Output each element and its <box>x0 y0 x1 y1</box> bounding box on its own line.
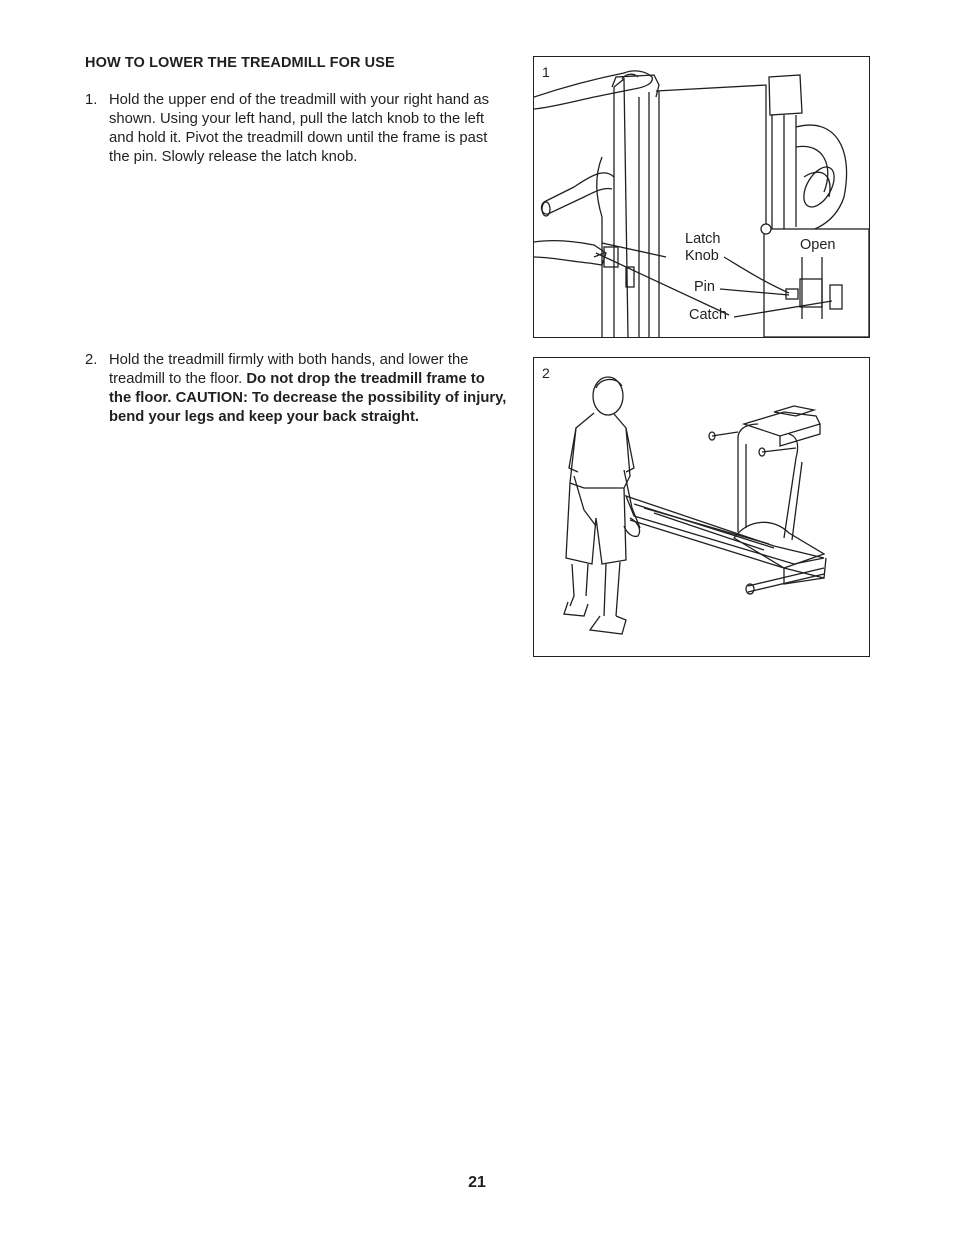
figure-1 <box>533 56 870 338</box>
callout-latch: Latch <box>685 231 721 247</box>
page-number: 21 <box>468 1174 486 1191</box>
callout-pin: Pin <box>694 279 715 295</box>
callout-knob: Knob <box>685 248 719 264</box>
figure-number: 1 <box>542 64 550 80</box>
callout-open: Open <box>800 237 836 253</box>
figure-number: 2 <box>542 365 550 381</box>
callout-catch: Catch <box>689 307 727 323</box>
step-number: 1. <box>85 92 98 108</box>
step-text: Hold the treadmill firmly with both hands, and lower the treadmill to the floor. <box>109 352 469 387</box>
step-warning-text: Do not drop the treadmill frame to the floor. CAUTION: To decrease the possibility of injury, bend your legs and keep your back straight. <box>109 371 507 425</box>
figure-2-illustration <box>534 358 869 656</box>
step-number: 2. <box>85 352 98 368</box>
step-text: Hold the upper end of the treadmill with your right hand as shown. Using your left hand, pull the latch knob to the left and hold it. Pivot the treadmill down until the frame is past the pin. Slowly release the latch knob. <box>109 92 490 165</box>
instruction-step-1 <box>85 91 510 167</box>
section-heading: HOW TO LOWER THE TREADMILL FOR USE <box>85 55 395 71</box>
step-text-container <box>109 351 510 427</box>
figure-2 <box>533 357 870 657</box>
instruction-step-2 <box>85 351 510 427</box>
